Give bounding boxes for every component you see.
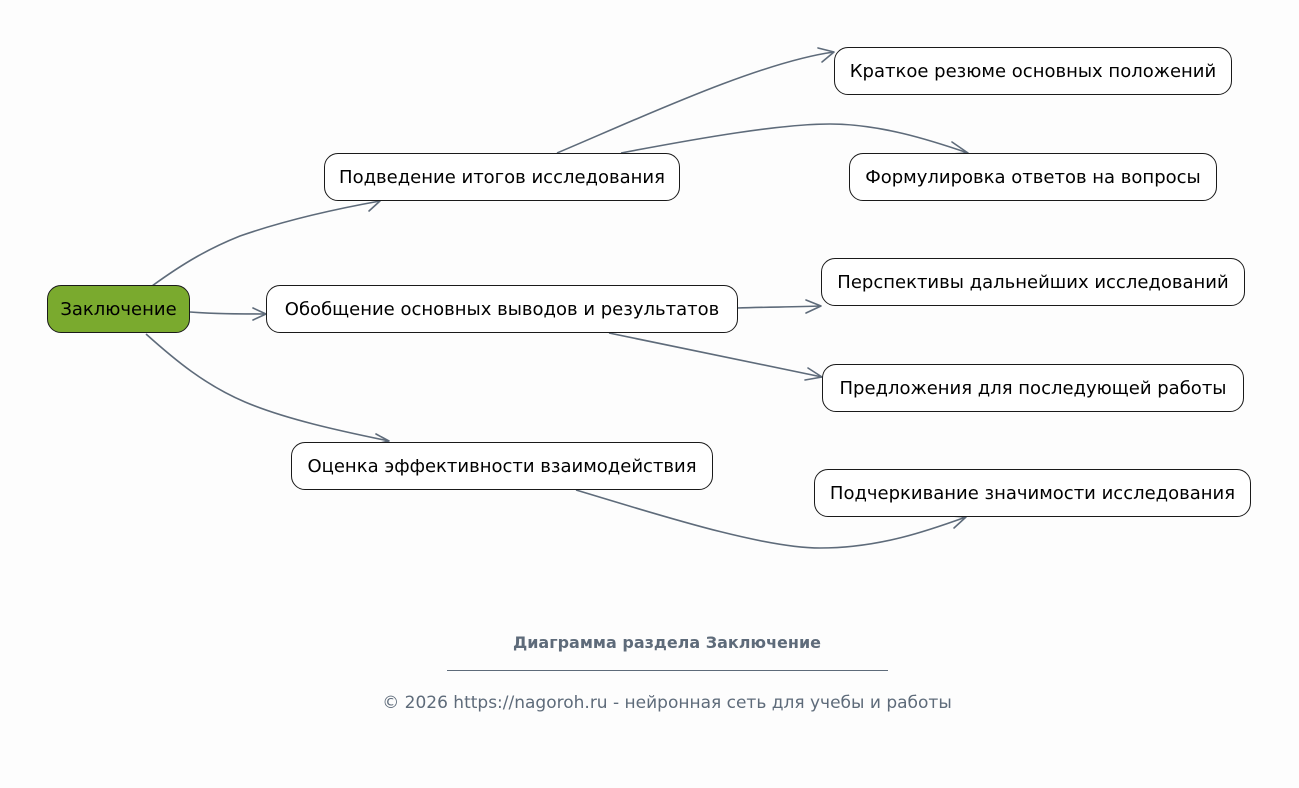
node-resume — [834, 47, 1232, 95]
copyright-credit: © 2026 https://nagoroh.ru - нейронная сеть для учебы и работы — [382, 693, 952, 713]
edge-root-to-generalization — [190, 312, 266, 314]
diagram-title: Диаграмма раздела Заключение — [512, 633, 822, 652]
node-significance-label: Подчеркивание значимости исследования — [829, 482, 1236, 504]
node-answers — [849, 153, 1217, 201]
node-evaluation — [291, 442, 713, 490]
node-perspectives-label: Перспективы дальнейших исследований — [837, 271, 1229, 293]
node-generalization-label: Обобщение основных выводов и результатов — [284, 298, 720, 320]
edge-summary-to-answers — [621, 124, 968, 153]
node-generalization — [266, 285, 738, 333]
node-perspectives — [821, 258, 1245, 306]
node-proposals — [822, 364, 1244, 412]
edge-generalization-to-perspectives — [737, 306, 821, 308]
node-proposals-label: Предложения для последующей работы — [839, 377, 1227, 399]
edge-root-to-evaluation — [146, 334, 389, 441]
node-root — [47, 285, 190, 333]
node-summary — [324, 153, 680, 201]
node-answers-label: Формулировка ответов на вопросы — [865, 166, 1201, 188]
node-resume-label: Краткое резюме основных положений — [849, 60, 1217, 82]
edge-summary-to-resume — [557, 52, 834, 153]
caption-divider — [447, 670, 888, 671]
node-significance — [814, 469, 1251, 517]
edge-root-to-summary — [152, 201, 380, 286]
edge-generalization-to-proposals — [609, 333, 822, 377]
node-summary-label: Подведение итогов исследования — [339, 166, 665, 188]
node-root-label: Заключение — [60, 298, 177, 320]
node-evaluation-label: Оценка эффективности взаимодействия — [307, 455, 697, 477]
